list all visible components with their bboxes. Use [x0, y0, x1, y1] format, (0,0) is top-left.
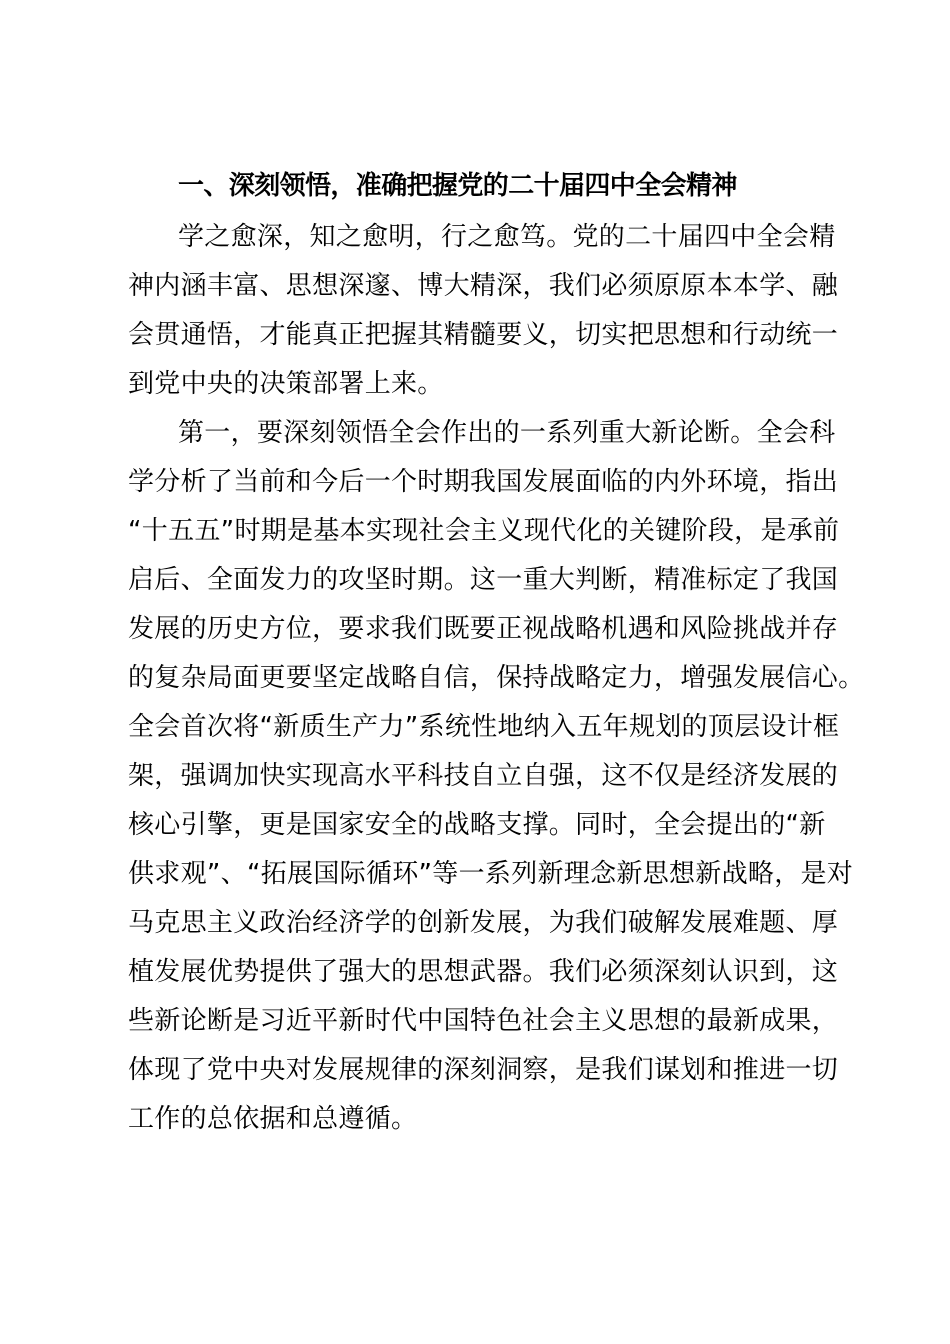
paragraph-1-line: 会贯通悟，才能真正把握其精髓要义，切实把思想和行动统一	[128, 320, 839, 350]
paragraph-2-line: 核心引擎，更是国家安全的战略支撑。同时，全会提出的“新	[128, 810, 826, 840]
paragraph-2-line: 体现了党中央对发展规律的深刻洞察，是我们谋划和推进一切	[128, 1055, 839, 1085]
paragraph-2-line: 植发展优势提供了强大的思想武器。我们必须深刻认识到，这	[128, 957, 839, 987]
paragraph-2-line: 启后、全面发力的攻坚时期。这一重大判断，精准标定了我国	[128, 565, 839, 595]
paragraph-2-line: “十五五”时期是基本实现社会主义现代化的关键阶段，是承前	[128, 516, 840, 546]
paragraph-2-line: 供求观”、“拓展国际循环”等一系列新理念新思想新战略，是对	[128, 859, 854, 889]
paragraph-2-line: 工作的总依据和总遵循。	[128, 1104, 418, 1134]
paragraph-2-line: 第一，要深刻领悟全会作出的一系列重大新论断。全会科	[178, 418, 836, 448]
paragraph-2-line: 架，强调加快实现高水平科技自立自强，这不仅是经济发展的	[128, 761, 839, 791]
paragraph-2-line: 马克思主义政治经济学的创新发展，为我们破解发展难题、厚	[128, 908, 839, 938]
paragraph-2-line: 学分析了当前和今后一个时期我国发展面临的内外环境，指出	[128, 467, 839, 497]
paragraph-2-line: 发展的历史方位，要求我们既要正视战略机遇和风险挑战并存	[128, 614, 839, 644]
section-heading: 一、深刻领悟，准确把握党的二十届四中全会精神	[178, 171, 737, 201]
paragraph-1-line: 到党中央的决策部署上来。	[128, 369, 444, 399]
paragraph-1-line: 神内涵丰富、思想深邃、博大精深，我们必须原原本本学、融	[128, 271, 839, 301]
paragraph-2-line: 全会首次将“新质生产力”系统性地纳入五年规划的顶层设计框	[128, 712, 840, 742]
paragraph-2-line: 的复杂局面更要坚定战略自信，保持战略定力，增强发展信心。	[128, 663, 865, 693]
paragraph-1-line: 学之愈深，知之愈明，行之愈笃。党的二十届四中全会精	[178, 222, 836, 252]
paragraph-2-line: 些新论断是习近平新时代中国特色社会主义思想的最新成果，	[128, 1006, 839, 1036]
